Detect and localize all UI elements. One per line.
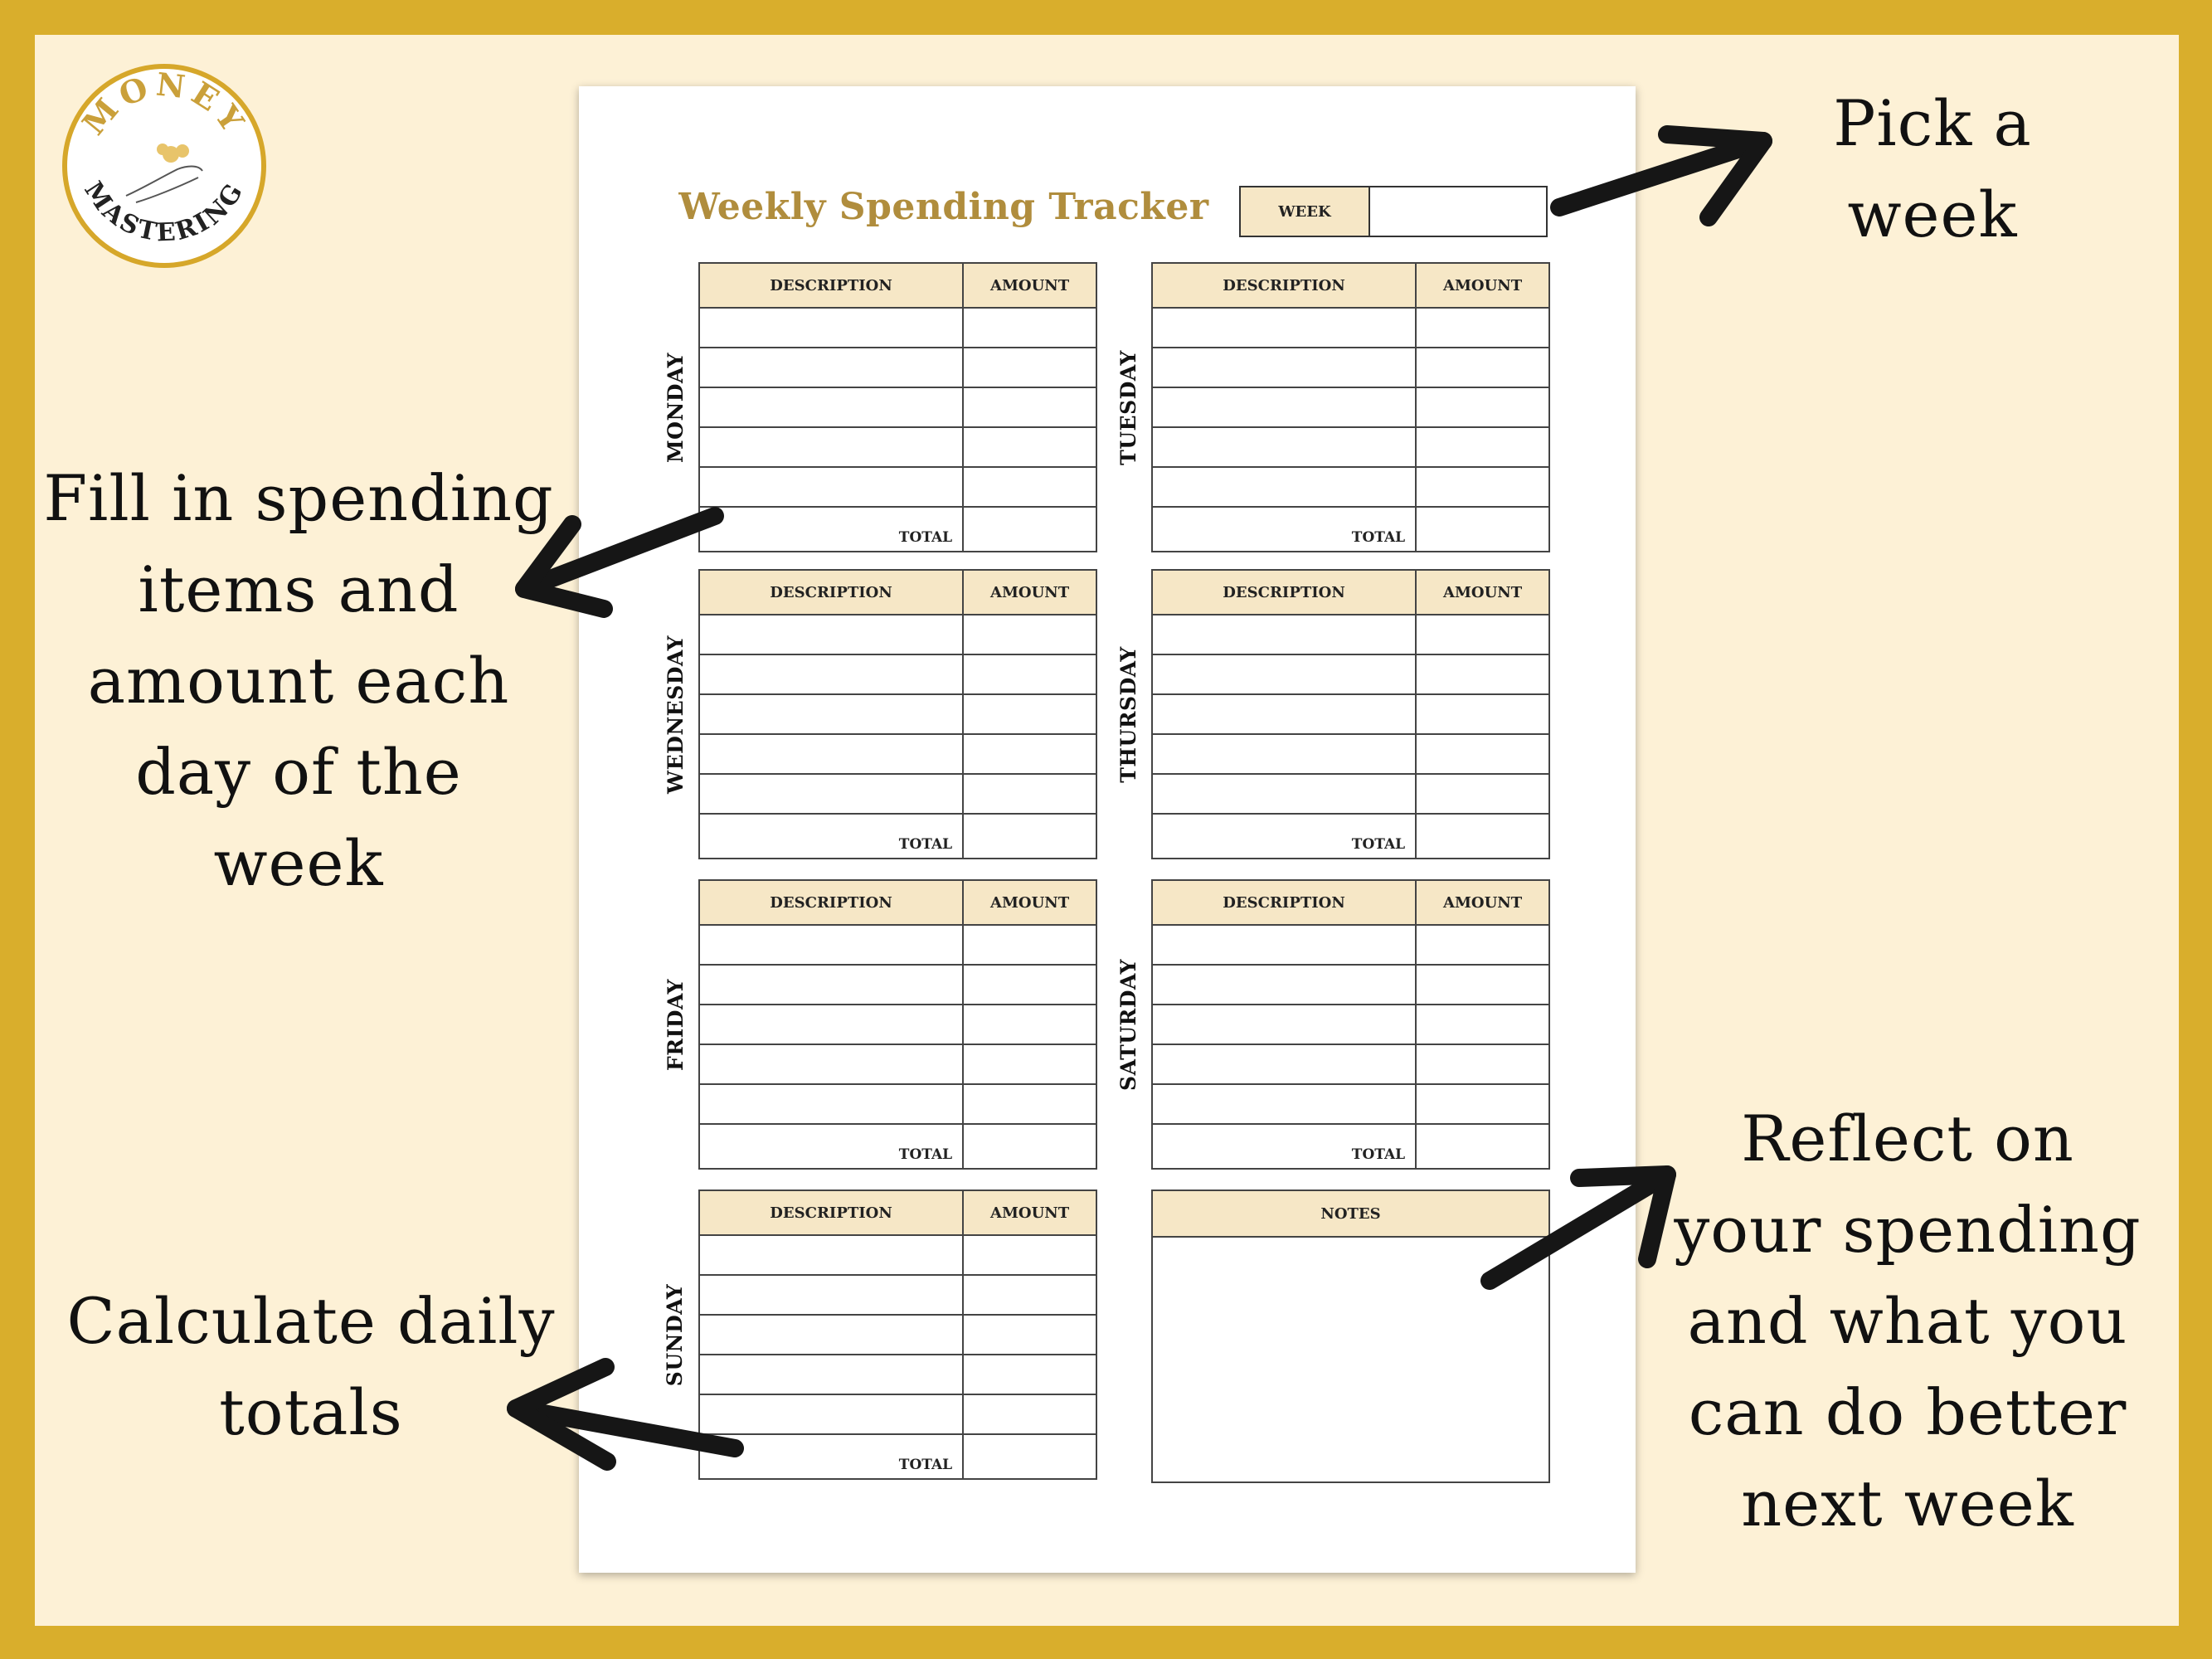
- callout-totals: Calculate daily totals: [66, 1284, 556, 1449]
- money-mastering-logo: [61, 63, 267, 269]
- column-description: DESCRIPTION: [1152, 880, 1416, 925]
- column-amount: AMOUNT: [963, 263, 1096, 308]
- sheet-title: Weekly Spending Tracker: [678, 186, 1209, 228]
- column-description: DESCRIPTION: [699, 263, 963, 308]
- table-row[interactable]: [699, 387, 1096, 427]
- week-field[interactable]: [1239, 186, 1548, 237]
- column-amount: AMOUNT: [963, 1190, 1096, 1235]
- callout-pick-week: Pick a week: [1833, 86, 2032, 251]
- total-label: TOTAL: [699, 507, 963, 552]
- table-row[interactable]: [699, 734, 1096, 774]
- table-row[interactable]: [1152, 348, 1549, 387]
- total-row[interactable]: [1152, 507, 1549, 552]
- total-label: TOTAL: [1152, 814, 1416, 859]
- table-row[interactable]: [699, 1044, 1096, 1084]
- total-row[interactable]: [699, 814, 1096, 859]
- table-row[interactable]: [699, 308, 1096, 348]
- table-row[interactable]: [699, 925, 1096, 965]
- day-table-monday[interactable]: [698, 262, 1097, 552]
- table-row[interactable]: [1152, 734, 1549, 774]
- total-label: TOTAL: [699, 1124, 963, 1169]
- day-label-monday: MONDAY: [663, 352, 688, 463]
- column-amount: AMOUNT: [963, 880, 1096, 925]
- notes-header: NOTES: [1153, 1191, 1548, 1238]
- day-table-thursday[interactable]: [1151, 569, 1550, 859]
- day-label-tuesday: TUESDAY: [1116, 349, 1140, 465]
- day-table-wednesday[interactable]: [698, 569, 1097, 859]
- table-row[interactable]: [699, 694, 1096, 734]
- column-amount: AMOUNT: [963, 570, 1096, 615]
- table-row[interactable]: [699, 615, 1096, 654]
- table-row[interactable]: [1152, 615, 1549, 654]
- column-amount: AMOUNT: [1416, 570, 1549, 615]
- day-label-sunday: SUNDAY: [663, 1283, 688, 1386]
- total-label: TOTAL: [1152, 507, 1416, 552]
- column-description: DESCRIPTION: [699, 1190, 963, 1235]
- table-row[interactable]: [699, 654, 1096, 694]
- total-row[interactable]: [1152, 814, 1549, 859]
- table-row[interactable]: [1152, 774, 1549, 814]
- total-label: TOTAL: [699, 1434, 963, 1479]
- day-table-sunday[interactable]: [698, 1190, 1097, 1480]
- week-input[interactable]: [1370, 187, 1546, 236]
- table-row[interactable]: [1152, 387, 1549, 427]
- column-amount: AMOUNT: [1416, 263, 1549, 308]
- table-row[interactable]: [699, 1235, 1096, 1275]
- column-description: DESCRIPTION: [1152, 570, 1416, 615]
- callout-fill-in: Fill in spending items and amount each day of the week: [43, 461, 554, 900]
- table-row[interactable]: [699, 1275, 1096, 1315]
- notes-box[interactable]: [1151, 1190, 1550, 1483]
- table-row[interactable]: [1152, 694, 1549, 734]
- day-label-saturday: SATURDAY: [1116, 958, 1140, 1091]
- week-label: WEEK: [1241, 187, 1370, 236]
- tracker-sheet: [579, 86, 1636, 1573]
- total-row[interactable]: [699, 1124, 1096, 1169]
- column-description: DESCRIPTION: [699, 570, 963, 615]
- day-label-thursday: THURSDAY: [1116, 645, 1140, 783]
- table-row[interactable]: [1152, 1084, 1549, 1124]
- table-row[interactable]: [699, 1005, 1096, 1044]
- table-row[interactable]: [699, 1355, 1096, 1394]
- day-table-friday[interactable]: [698, 879, 1097, 1170]
- table-row[interactable]: [699, 1394, 1096, 1434]
- column-amount: AMOUNT: [1416, 880, 1549, 925]
- day-label-friday: FRIDAY: [663, 978, 688, 1071]
- table-row[interactable]: [1152, 1005, 1549, 1044]
- table-row[interactable]: [699, 1084, 1096, 1124]
- table-row[interactable]: [699, 467, 1096, 507]
- table-row[interactable]: [1152, 467, 1549, 507]
- table-row[interactable]: [699, 774, 1096, 814]
- table-row[interactable]: [699, 965, 1096, 1005]
- callout-reflect: Reflect on your spending and what you can do better next week: [1674, 1102, 2142, 1540]
- day-label-wednesday: WEDNESDAY: [663, 635, 688, 794]
- table-row[interactable]: [699, 1315, 1096, 1355]
- total-row[interactable]: [699, 507, 1096, 552]
- column-description: DESCRIPTION: [699, 880, 963, 925]
- table-row[interactable]: [1152, 427, 1549, 467]
- table-row[interactable]: [699, 348, 1096, 387]
- total-label: TOTAL: [699, 814, 963, 859]
- table-row[interactable]: [1152, 654, 1549, 694]
- table-row[interactable]: [699, 427, 1096, 467]
- table-row[interactable]: [1152, 308, 1549, 348]
- svg-text:MONEY: MONEY: [75, 65, 255, 143]
- table-row[interactable]: [1152, 1044, 1549, 1084]
- svg-text:MASTERING: MASTERING: [78, 176, 250, 248]
- total-label: TOTAL: [1152, 1124, 1416, 1169]
- day-table-tuesday[interactable]: [1151, 262, 1550, 552]
- total-row[interactable]: [1152, 1124, 1549, 1169]
- table-row[interactable]: [1152, 925, 1549, 965]
- table-row[interactable]: [1152, 965, 1549, 1005]
- total-row[interactable]: [699, 1434, 1096, 1479]
- day-table-saturday[interactable]: [1151, 879, 1550, 1170]
- column-description: DESCRIPTION: [1152, 263, 1416, 308]
